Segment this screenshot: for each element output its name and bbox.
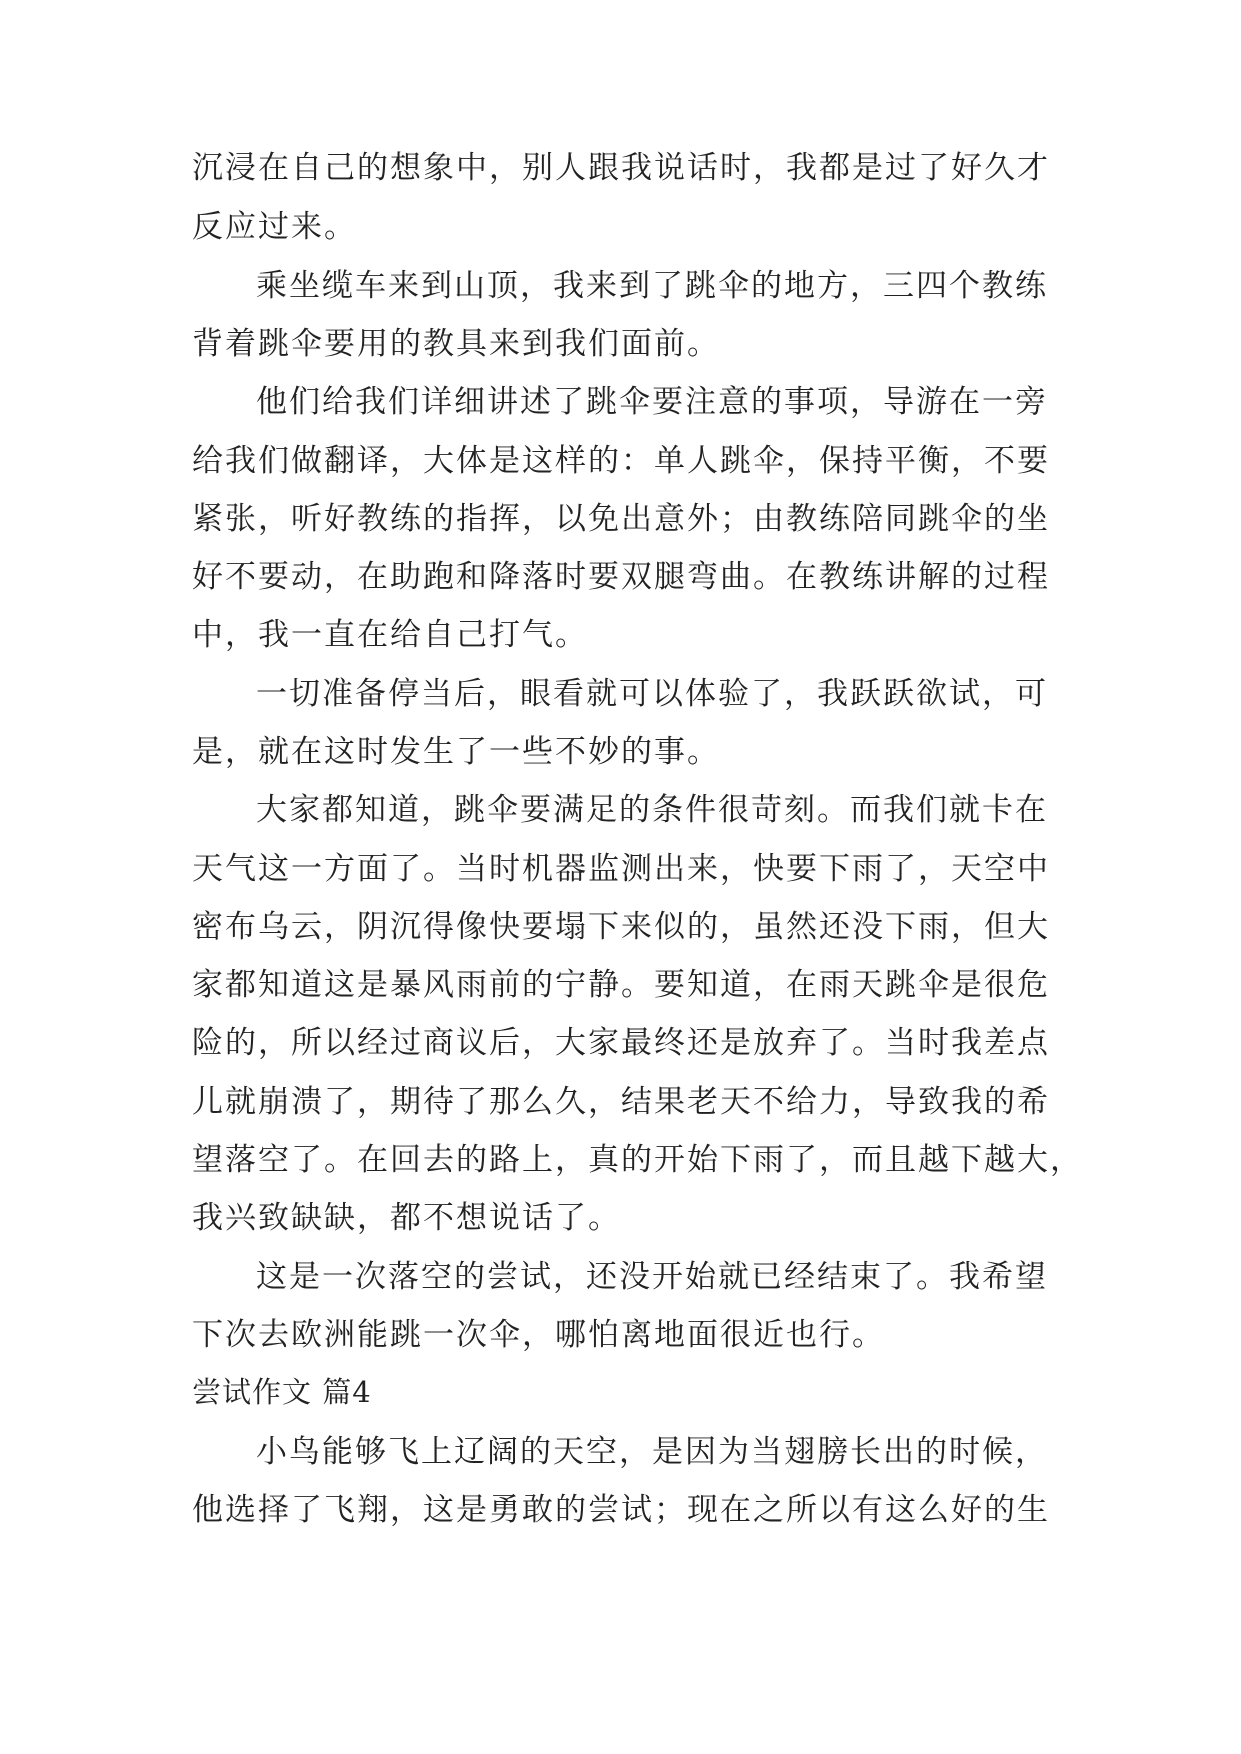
- text-line: 我兴致缺缺，都不想说话了。: [192, 1200, 621, 1236]
- text-line: 天气这一方面了。当时机器监测出来，快要下雨了，天空中: [192, 851, 1050, 887]
- text-line: 下次去欧洲能跳一次伞，哪怕离地面很近也行。: [192, 1317, 885, 1353]
- paragraph-first-line: 大家都知道，跳伞要满足的条件很苛刻。而我们就卡在: [256, 792, 1048, 828]
- text-line: 儿就崩溃了，期待了那么久，结果老天不给力，导致我的希: [192, 1084, 1050, 1120]
- paragraph-first-line: 一切准备停当后，眼看就可以体验了，我跃跃欲试，可: [256, 676, 1048, 712]
- text-line: 给我们做翻译，大体是这样的：单人跳伞，保持平衡，不要: [192, 443, 1050, 479]
- text-line: 险的，所以经过商议后，大家最终还是放弃了。当时我差点: [192, 1025, 1050, 1061]
- text-line: 望落空了。在回去的路上，真的开始下雨了，而且越下越大，: [192, 1142, 1083, 1178]
- section-heading: 尝试作文 篇4: [192, 1375, 372, 1409]
- text-line: 背着跳伞要用的教具来到我们面前。: [192, 326, 720, 362]
- text-line: 紧张，听好教练的指挥，以免出意外；由教练陪同跳伞的坐: [192, 501, 1050, 537]
- text-line: 沉浸在自己的想象中，别人跟我说话时，我都是过了好久才: [192, 150, 1050, 186]
- paragraph-first-line: 乘坐缆车来到山顶，我来到了跳伞的地方，三四个教练: [256, 268, 1048, 304]
- text-line: 密布乌云，阴沉得像快要塌下来似的，虽然还没下雨，但大: [192, 909, 1050, 945]
- paragraph-first-line: 小鸟能够飞上辽阔的天空，是因为当翅膀长出的时候，: [256, 1434, 1048, 1470]
- text-line: 他选择了飞翔，这是勇敢的尝试；现在之所以有这么好的生: [192, 1492, 1050, 1528]
- text-line: 好不要动，在助跑和降落时要双腿弯曲。在教练讲解的过程: [192, 559, 1050, 595]
- paragraph-first-line: 这是一次落空的尝试，还没开始就已经结束了。我希望: [256, 1259, 1048, 1295]
- text-line: 家都知道这是暴风雨前的宁静。要知道，在雨天跳伞是很危: [192, 967, 1050, 1003]
- text-line: 是，就在这时发生了一些不妙的事。: [192, 734, 720, 770]
- paragraph-first-line: 他们给我们详细讲述了跳伞要注意的事项，导游在一旁: [256, 384, 1048, 420]
- text-line: 反应过来。: [192, 209, 357, 245]
- text-line: 中，我一直在给自己打气。: [192, 617, 588, 653]
